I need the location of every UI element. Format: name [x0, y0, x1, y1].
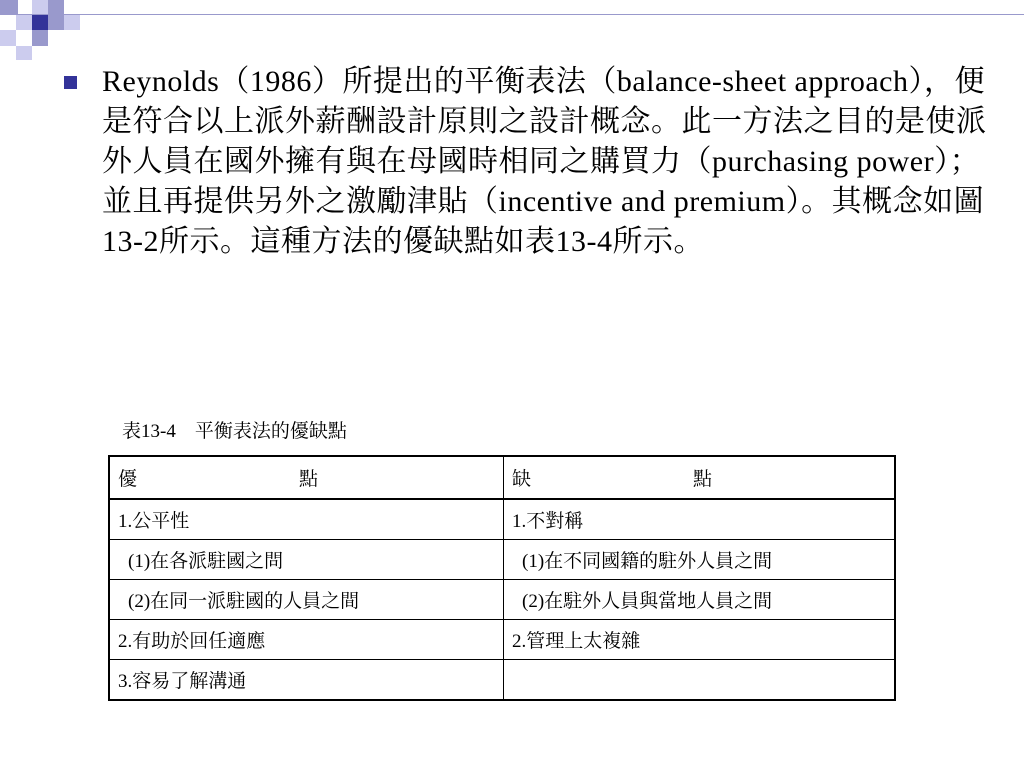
header-advantages — [109, 456, 504, 499]
square-bullet-icon — [64, 76, 77, 89]
advantage-subitem: (2)在同一派駐國的人員之間 — [128, 591, 360, 612]
deco-square — [0, 30, 16, 46]
header-disadvantages-char-1: 缺 — [512, 469, 532, 490]
deco-square — [32, 0, 48, 14]
deco-square — [64, 14, 80, 30]
advantage-cell: 2.有助於回任適應 — [109, 620, 504, 660]
deco-square — [0, 0, 18, 14]
table-row — [109, 620, 895, 660]
disadvantage-cell: 1.不對稱 — [504, 499, 896, 540]
table-caption: 表13-4 平衡表法的優缺點 — [122, 421, 347, 442]
deco-square — [32, 14, 48, 30]
disadvantage-cell: 2.管理上太複雜 — [504, 620, 896, 660]
table-row — [109, 580, 895, 620]
advantage-cell: 1.公平性 — [109, 499, 504, 540]
top-divider-line — [0, 14, 1024, 15]
deco-square — [48, 0, 64, 30]
decorative-corner-squares — [0, 0, 80, 60]
table-row — [109, 660, 895, 701]
header-disadvantages-char-2: 點 — [692, 469, 712, 490]
disadvantage-cell — [504, 660, 896, 701]
advantage-cell — [109, 540, 504, 580]
table-header-row — [109, 456, 895, 499]
advantage-cell — [109, 580, 504, 620]
header-advantages-char-1: 優 — [118, 469, 138, 490]
deco-square — [32, 30, 48, 46]
deco-square — [16, 14, 32, 30]
deco-square — [16, 46, 32, 60]
table-row — [109, 499, 895, 540]
header-disadvantages — [504, 456, 896, 499]
header-advantages-char-2: 點 — [298, 469, 318, 490]
disadvantage-subitem: (2)在駐外人員與當地人員之間 — [522, 591, 773, 612]
disadvantage-subitem: (1)在不同國籍的駐外人員之間 — [522, 551, 773, 572]
disadvantage-cell — [504, 540, 896, 580]
bullet-point — [64, 62, 994, 262]
disadvantage-cell — [504, 580, 896, 620]
advantage-subitem: (1)在各派駐國之問 — [128, 551, 284, 572]
pros-cons-table — [108, 455, 896, 701]
body-paragraph: Reynolds（1986）所提出的平衡表法（balance-sheet approach），便是符合以上派外薪酬設計原則之設計概念。此一方法之目的是使派外人員在國外擁有與在母國時相同之購買力（purchasing power）；並且再提供另外之激勵津貼（incentive and premium）。其概念如圖13-2所示。這種方法的優缺點如表13-4所示。 — [102, 65, 987, 258]
table-row — [109, 540, 895, 580]
advantage-cell: 3.容易了解溝通 — [109, 660, 504, 701]
